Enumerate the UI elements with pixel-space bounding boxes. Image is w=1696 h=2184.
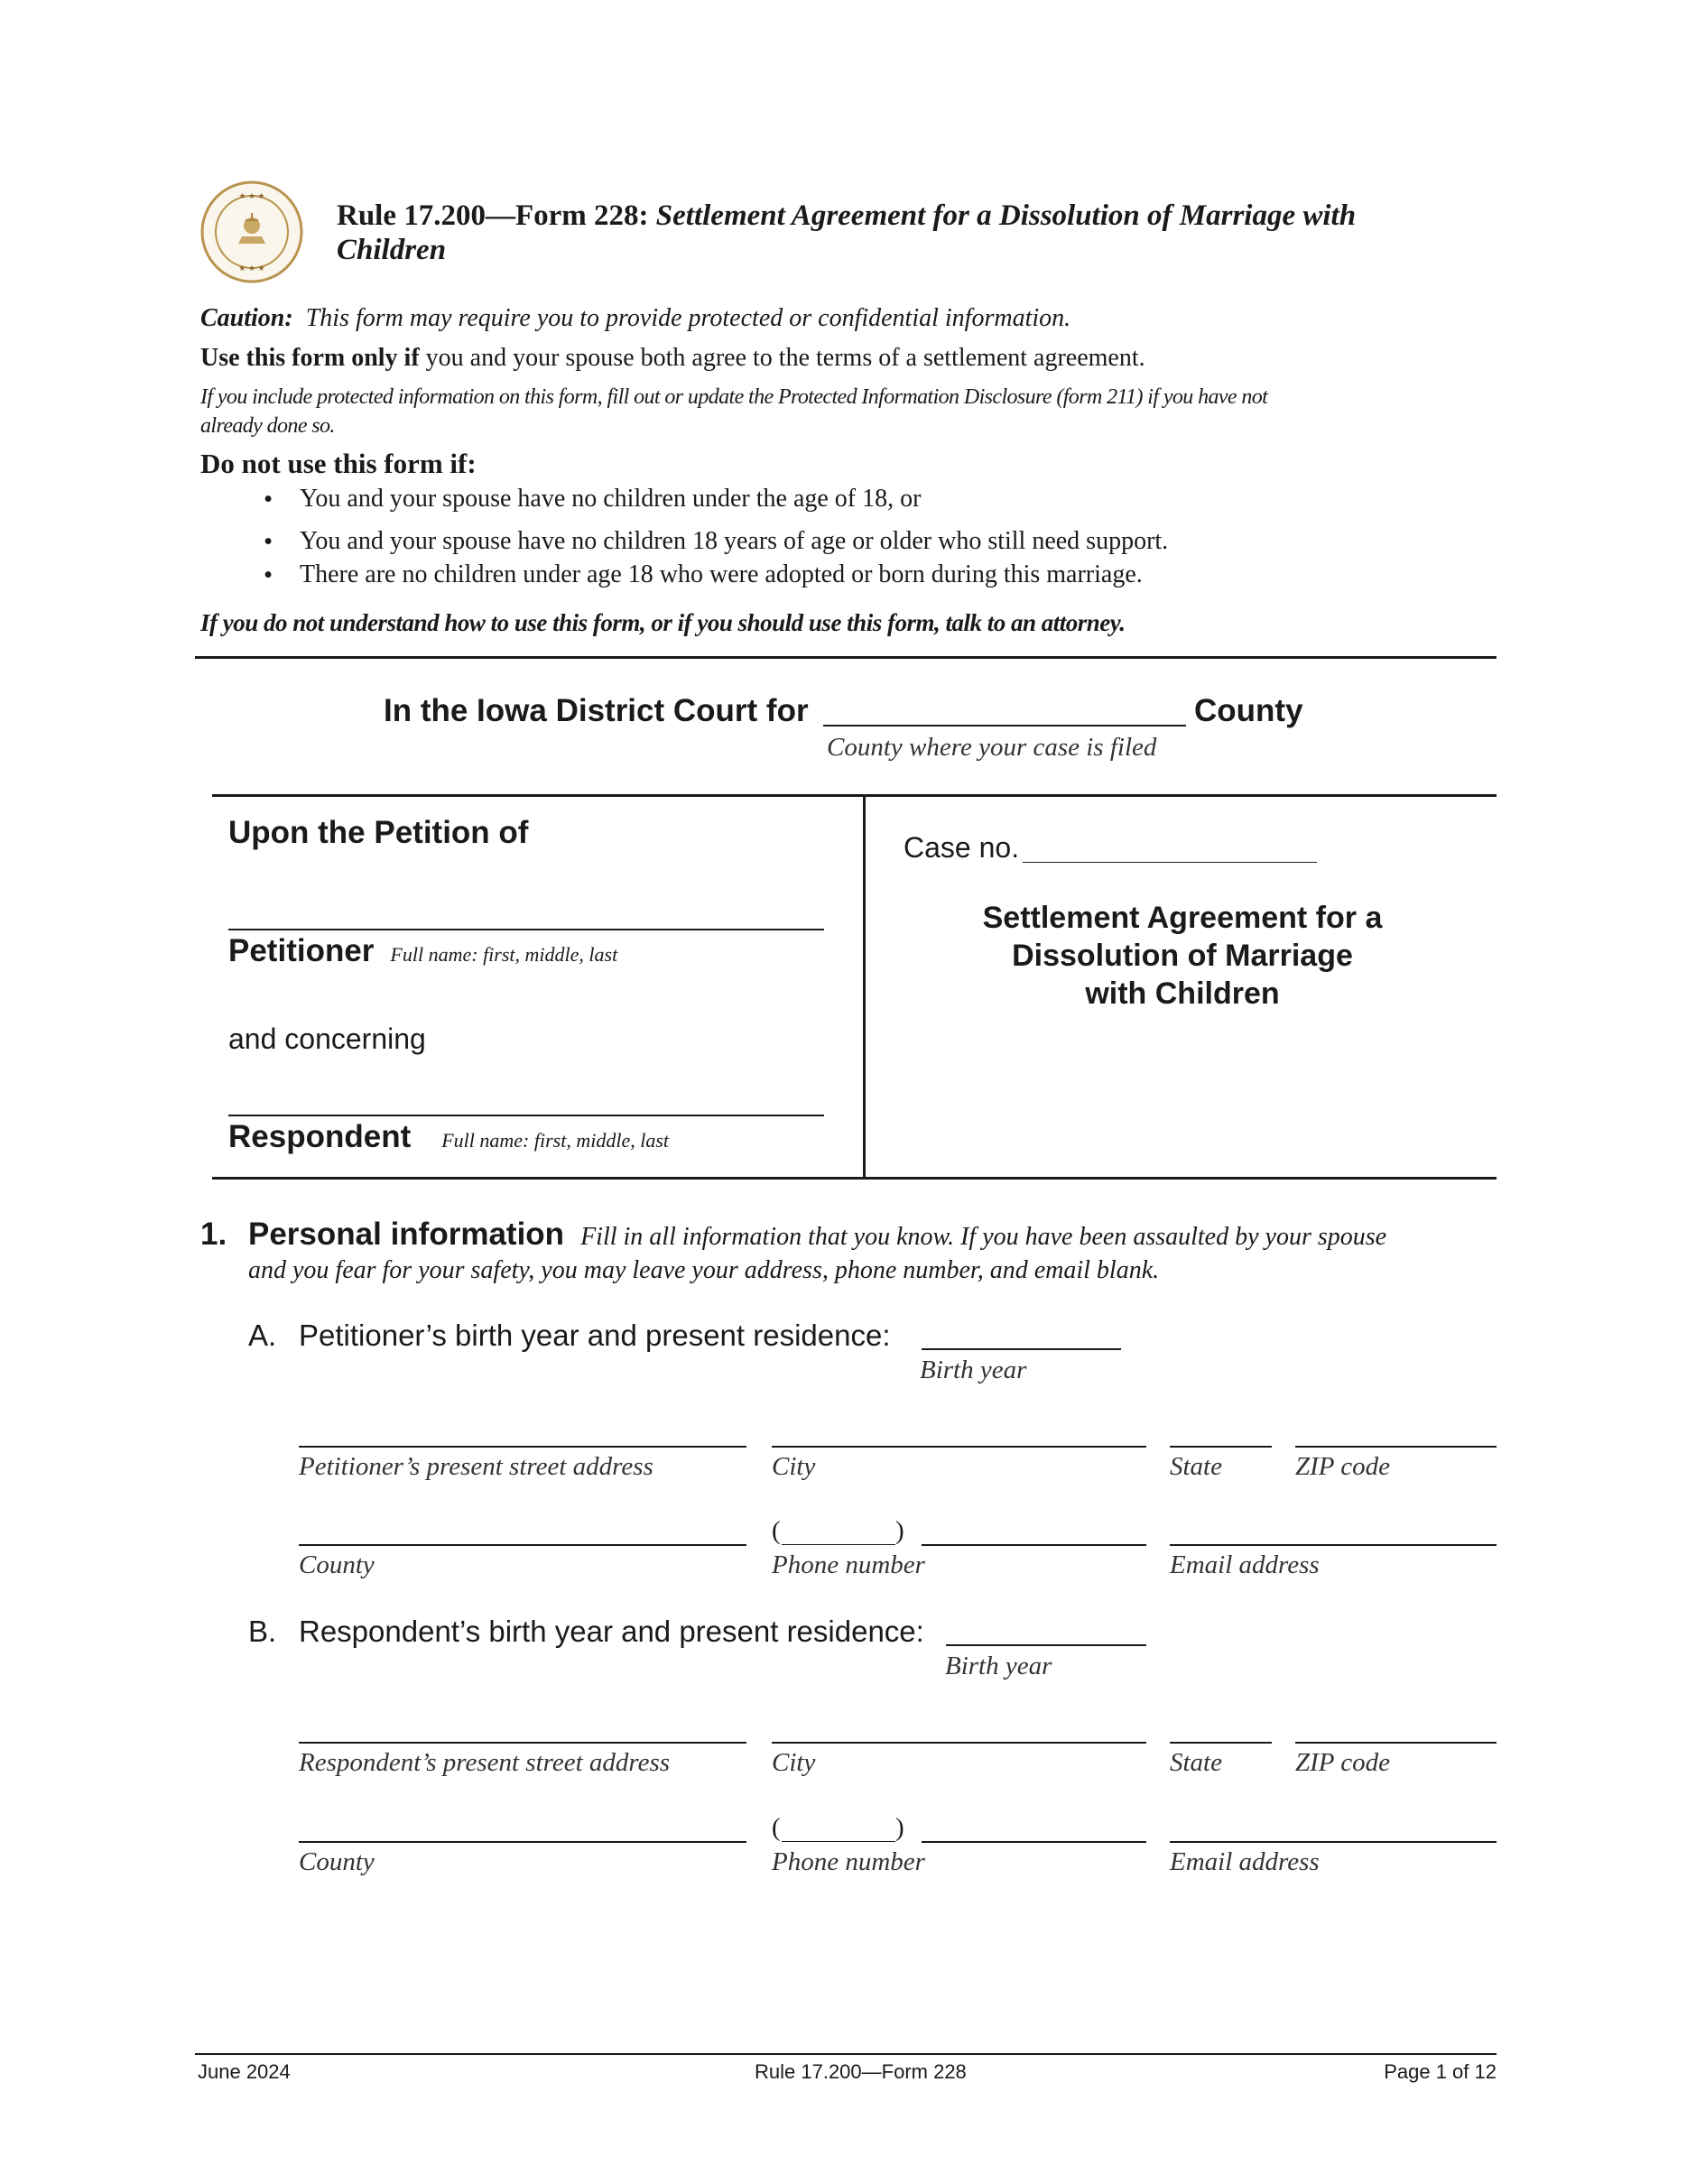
caption-top-rule — [212, 794, 1497, 797]
state-caption: State — [1170, 1748, 1222, 1777]
form-title — [337, 199, 1356, 267]
petitioner-name-input[interactable] — [228, 929, 824, 930]
respondent-hint: Full name: first, middle, last — [441, 1129, 669, 1152]
street-caption: Respondent’s present street address — [299, 1748, 671, 1777]
email-caption: Email address — [1170, 1847, 1320, 1876]
caution-line — [200, 304, 1070, 333]
court-suffix: County — [1194, 693, 1303, 728]
petitioner-email-input[interactable] — [1170, 1544, 1497, 1546]
divider — [195, 656, 1497, 659]
section-heading: Personal information — [248, 1217, 565, 1252]
caption-center-rule — [863, 794, 866, 1179]
upon-petition-label: Upon the Petition of — [228, 815, 529, 850]
part-a-label: Petitioner’s birth year and present residence: — [299, 1319, 891, 1352]
petitioner-area-code-input[interactable] — [782, 1544, 895, 1545]
petitioner-street-input[interactable] — [299, 1446, 746, 1448]
petitioner-label: Petitioner — [228, 933, 375, 968]
part-b-letter: B. — [248, 1615, 277, 1648]
use-only-line — [200, 344, 1145, 373]
protected-line2: already done so. — [200, 414, 335, 438]
bullet-item: You and your spouse have no children 18 years of age or older who still need support. — [300, 527, 1169, 555]
petitioner-zip-input[interactable] — [1295, 1446, 1497, 1448]
case-no-input[interactable] — [1023, 862, 1317, 863]
seal-icon — [200, 180, 303, 283]
bullet-item: You and your spouse have no children under the age of 18, or — [300, 485, 922, 513]
zip-caption: ZIP code — [1295, 1452, 1390, 1481]
section-number: 1. — [200, 1217, 227, 1252]
county-input[interactable] — [823, 725, 1186, 726]
respondent-name-input[interactable] — [228, 1115, 824, 1116]
protected-line1: If you include protected information on this form, fill out or update the Protected Information Disclosure (form 211) if you have not — [200, 385, 1268, 409]
svg-text:★ ★ ★: ★ ★ ★ — [238, 191, 265, 200]
phone-area-open: ( — [772, 1516, 781, 1545]
do-not-use-heading: Do not use this form if: — [200, 448, 477, 479]
caption-bottom-rule — [212, 1177, 1497, 1180]
respondent-street-input[interactable] — [299, 1742, 746, 1744]
respondent-state-input[interactable] — [1170, 1742, 1272, 1744]
bullet-dot: • — [264, 560, 273, 589]
rule-prefix: Rule 17.200—Form 228: — [337, 199, 649, 232]
form-title-line2: Children — [337, 234, 447, 266]
bullet-dot: • — [264, 485, 273, 514]
city-caption: City — [772, 1452, 816, 1481]
section-instruction-line1: Fill in all information that you know. If you have been assaulted by your spouse — [580, 1223, 1387, 1251]
county-caption: County where your case is filed — [827, 733, 1157, 762]
respondent-zip-input[interactable] — [1295, 1742, 1497, 1744]
caution-text: This form may require you to provide protected or confidential information. — [305, 304, 1071, 332]
use-only-rest: you and your spouse both agree to the terms of a settlement agreement. — [419, 344, 1145, 372]
birth-year-caption: Birth year — [945, 1652, 1052, 1680]
zip-caption: ZIP code — [1295, 1748, 1390, 1777]
footer-form-id: Rule 17.200—Form 228 — [755, 2060, 967, 2083]
petitioner-phone-input[interactable] — [922, 1544, 1146, 1546]
attorney-note: If you do not understand how to use this form, or if you should use this form, talk to an attorney. — [200, 609, 1126, 636]
document-title — [912, 899, 1453, 1013]
petitioner-county-input[interactable] — [299, 1544, 746, 1546]
phone-area-open: ( — [772, 1813, 781, 1842]
footer-page-number: Page 1 of 12 — [1384, 2060, 1497, 2083]
use-only-bold: Use this form only if — [200, 344, 420, 372]
and-concerning-label: and concerning — [228, 1023, 426, 1055]
phone-caption: Phone number — [772, 1847, 925, 1876]
respondent-phone-input[interactable] — [922, 1841, 1146, 1843]
footer-date: June 2024 — [198, 2060, 291, 2083]
bullet-dot: • — [264, 527, 273, 556]
respondent-county-input[interactable] — [299, 1841, 746, 1843]
phone-caption: Phone number — [772, 1550, 925, 1579]
doc-title-line1: Settlement Agreement for a — [982, 901, 1383, 935]
petitioner-birth-year-input[interactable] — [922, 1348, 1121, 1350]
respondent-birth-year-input[interactable] — [946, 1644, 1146, 1646]
doc-title-line3: with Children — [1085, 976, 1280, 1011]
section-heading-row — [248, 1217, 1386, 1253]
section-instruction-line2: and you fear for your safety, you may leave your address, phone number, and email blank. — [248, 1256, 1160, 1284]
form-title-line1: Settlement Agreement for a Dissolution of Marriage with — [655, 199, 1357, 232]
respondent-area-code-input[interactable] — [782, 1841, 895, 1842]
city-caption: City — [772, 1748, 816, 1777]
part-b-label: Respondent’s birth year and present residence: — [299, 1615, 924, 1648]
court-seal — [200, 180, 303, 283]
phone-area-close: ) — [895, 1813, 904, 1842]
respondent-email-input[interactable] — [1170, 1841, 1497, 1843]
petitioner-city-input[interactable] — [772, 1446, 1146, 1448]
svg-text:★ ★ ★: ★ ★ ★ — [238, 264, 265, 273]
court-prefix: In the Iowa District Court for — [384, 693, 809, 728]
protected-info-note — [200, 383, 1267, 440]
bullet-item: There are no children under age 18 who were adopted or born during this marriage. — [300, 560, 1143, 588]
county-field-caption: County — [299, 1550, 375, 1579]
doc-title-line2: Dissolution of Marriage — [1012, 939, 1353, 973]
respondent-city-input[interactable] — [772, 1742, 1146, 1744]
part-a-letter: A. — [248, 1319, 277, 1352]
state-caption: State — [1170, 1452, 1222, 1481]
case-no-label: Case no. — [904, 831, 1020, 864]
street-caption: Petitioner’s present street address — [299, 1452, 653, 1481]
petitioner-label-row — [228, 933, 617, 969]
phone-area-close: ) — [895, 1516, 904, 1545]
email-caption: Email address — [1170, 1550, 1320, 1579]
respondent-label: Respondent — [228, 1119, 412, 1154]
petitioner-state-input[interactable] — [1170, 1446, 1272, 1448]
county-field-caption: County — [299, 1847, 375, 1876]
respondent-label-row — [228, 1119, 669, 1155]
caution-label: Caution: — [200, 304, 293, 332]
footer-rule — [195, 2053, 1497, 2055]
petitioner-hint: Full name: first, middle, last — [390, 943, 618, 966]
birth-year-caption: Birth year — [920, 1356, 1027, 1384]
